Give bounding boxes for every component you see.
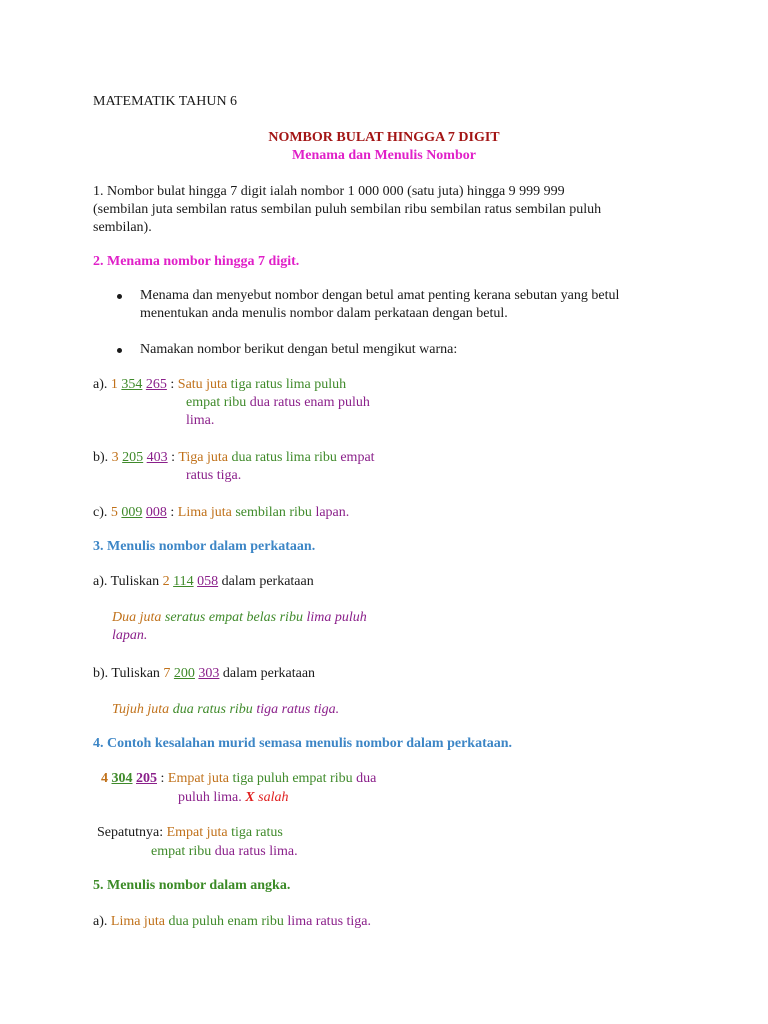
answer-3b	[112, 701, 339, 719]
thousand-digits: 304	[111, 771, 133, 786]
unit-digits: 008	[145, 505, 167, 520]
unit-words: lapan.	[112, 628, 148, 643]
million-digit: 3	[111, 450, 119, 465]
separator: :	[166, 505, 178, 520]
thousand-words: sembilan ribu	[231, 505, 312, 520]
exercise-prompt: a). Tuliskan	[93, 574, 163, 589]
unit-words: lapan.	[311, 505, 350, 520]
thousand-words: tiga ratus	[227, 825, 283, 840]
thousand-digits: 200	[173, 666, 195, 681]
million-words: Empat juta	[166, 825, 228, 840]
example-label: a).	[93, 914, 111, 929]
section-2-heading: 2. Menama nombor hingga 7 digit.	[93, 254, 300, 269]
unit-words: tiga ratus tiga.	[252, 702, 340, 717]
thousand-words: dua ratus ribu	[169, 702, 253, 717]
thousand-words: dua puluh enam ribu	[164, 914, 284, 929]
example-2b	[93, 449, 375, 467]
thousand-words: tiga puluh empat ribu	[228, 771, 353, 786]
wrong-label: salah	[254, 790, 289, 805]
thousand-words: dua ratus lima ribu	[227, 450, 337, 465]
unit-digits: 205	[136, 771, 157, 786]
intro-line: (sembilan juta sembilan ratus sembilan puluh sembilan ribu sembilan ratus sembilan puluh	[93, 202, 602, 217]
course-title: MATEMATIK TAHUN 6	[93, 94, 238, 109]
exercise-prompt-suffix: dalam perkataan	[219, 666, 316, 681]
unit-digits: 403	[146, 450, 168, 465]
thousand-digits: 205	[122, 450, 144, 465]
thousand-words: tiga ratus lima puluh	[227, 377, 347, 392]
million-words: Dua juta	[112, 610, 162, 625]
correction	[97, 824, 283, 842]
unit-words: ratus tiga.	[186, 468, 242, 483]
correction-label: Sepatutnya:	[97, 825, 167, 840]
example-label: c).	[93, 505, 111, 520]
million-words: Empat juta	[167, 771, 229, 786]
million-words: Tujuh juta	[112, 702, 170, 717]
bullet-dot	[117, 294, 122, 299]
separator: :	[157, 771, 168, 786]
mistake-example	[101, 770, 376, 788]
unit-words: dua ratus lima.	[211, 844, 298, 859]
thousand-digits: 009	[121, 505, 143, 520]
wrong-mark: X	[245, 790, 255, 805]
million-digit: 2	[162, 574, 170, 589]
mistake-example-cont	[178, 789, 288, 807]
separator: :	[166, 377, 178, 392]
intro-line: sembilan).	[93, 220, 152, 235]
example-label: b).	[93, 450, 112, 465]
unit-words: dua	[352, 771, 377, 786]
exercise-prompt-suffix: dalam perkataan	[218, 574, 314, 589]
million-words: Lima juta	[177, 505, 232, 520]
unit-words: empat	[336, 450, 375, 465]
thousand-words: empat ribu	[151, 844, 212, 859]
thousand-digits: 114	[173, 574, 194, 589]
unit-digits: 265	[145, 377, 167, 392]
thousand-words: seratus empat belas ribu	[161, 610, 303, 625]
thousand-digits: 354	[121, 377, 143, 392]
million-words: Satu juta	[177, 377, 228, 392]
bullet-text: menentukan anda menulis nombor dalam perkataan dengan betul.	[140, 306, 508, 321]
million-digit: 7	[163, 666, 171, 681]
section-5-heading: 5. Menulis nombor dalam angka.	[93, 878, 291, 893]
exercise-5a	[93, 913, 371, 931]
bullet-dot	[117, 348, 122, 353]
page-title: NOMBOR BULAT HINGGA 7 DIGIT	[268, 130, 500, 145]
answer-3a	[112, 609, 367, 627]
intro-line: 1. Nombor bulat hingga 7 digit ialah nombor 1 000 000 (satu juta) hingga 9 999 999	[93, 184, 565, 199]
bullet-text: Namakan nombor berikut dengan betul mengikut warna:	[140, 342, 458, 357]
unit-words: lima.	[186, 413, 215, 428]
page-subtitle: Menama dan Menulis Nombor	[292, 148, 476, 163]
unit-words: puluh lima.	[178, 790, 246, 805]
unit-words: lima puluh	[302, 610, 367, 625]
unit-words: dua ratus enam puluh	[246, 395, 370, 410]
million-digit: 1	[110, 377, 118, 392]
exercise-3b	[93, 665, 315, 683]
million-words: Tiga juta	[178, 450, 228, 465]
section-4-heading: 4. Contoh kesalahan murid semasa menulis nombor dalam perkataan.	[93, 736, 513, 751]
example-2a	[93, 376, 346, 394]
example-label: a).	[93, 377, 111, 392]
million-digit: 5	[110, 505, 118, 520]
exercise-prompt: b). Tuliskan	[93, 666, 164, 681]
correction-cont	[151, 843, 298, 861]
bullet-text: Menama dan menyebut nombor dengan betul amat penting kerana sebutan yang betul	[140, 288, 620, 303]
example-2c	[93, 504, 349, 522]
thousand-words: empat ribu	[186, 395, 247, 410]
example-2a-cont	[186, 394, 370, 412]
million-words: Lima juta	[110, 914, 165, 929]
million-digit: 4	[101, 771, 108, 786]
separator: :	[167, 450, 179, 465]
unit-digits: 303	[198, 666, 220, 681]
unit-words: lima ratus tiga.	[283, 914, 372, 929]
section-3-heading: 3. Menulis nombor dalam perkataan.	[93, 539, 316, 554]
unit-digits: 058	[197, 574, 219, 589]
exercise-3a	[93, 573, 314, 591]
